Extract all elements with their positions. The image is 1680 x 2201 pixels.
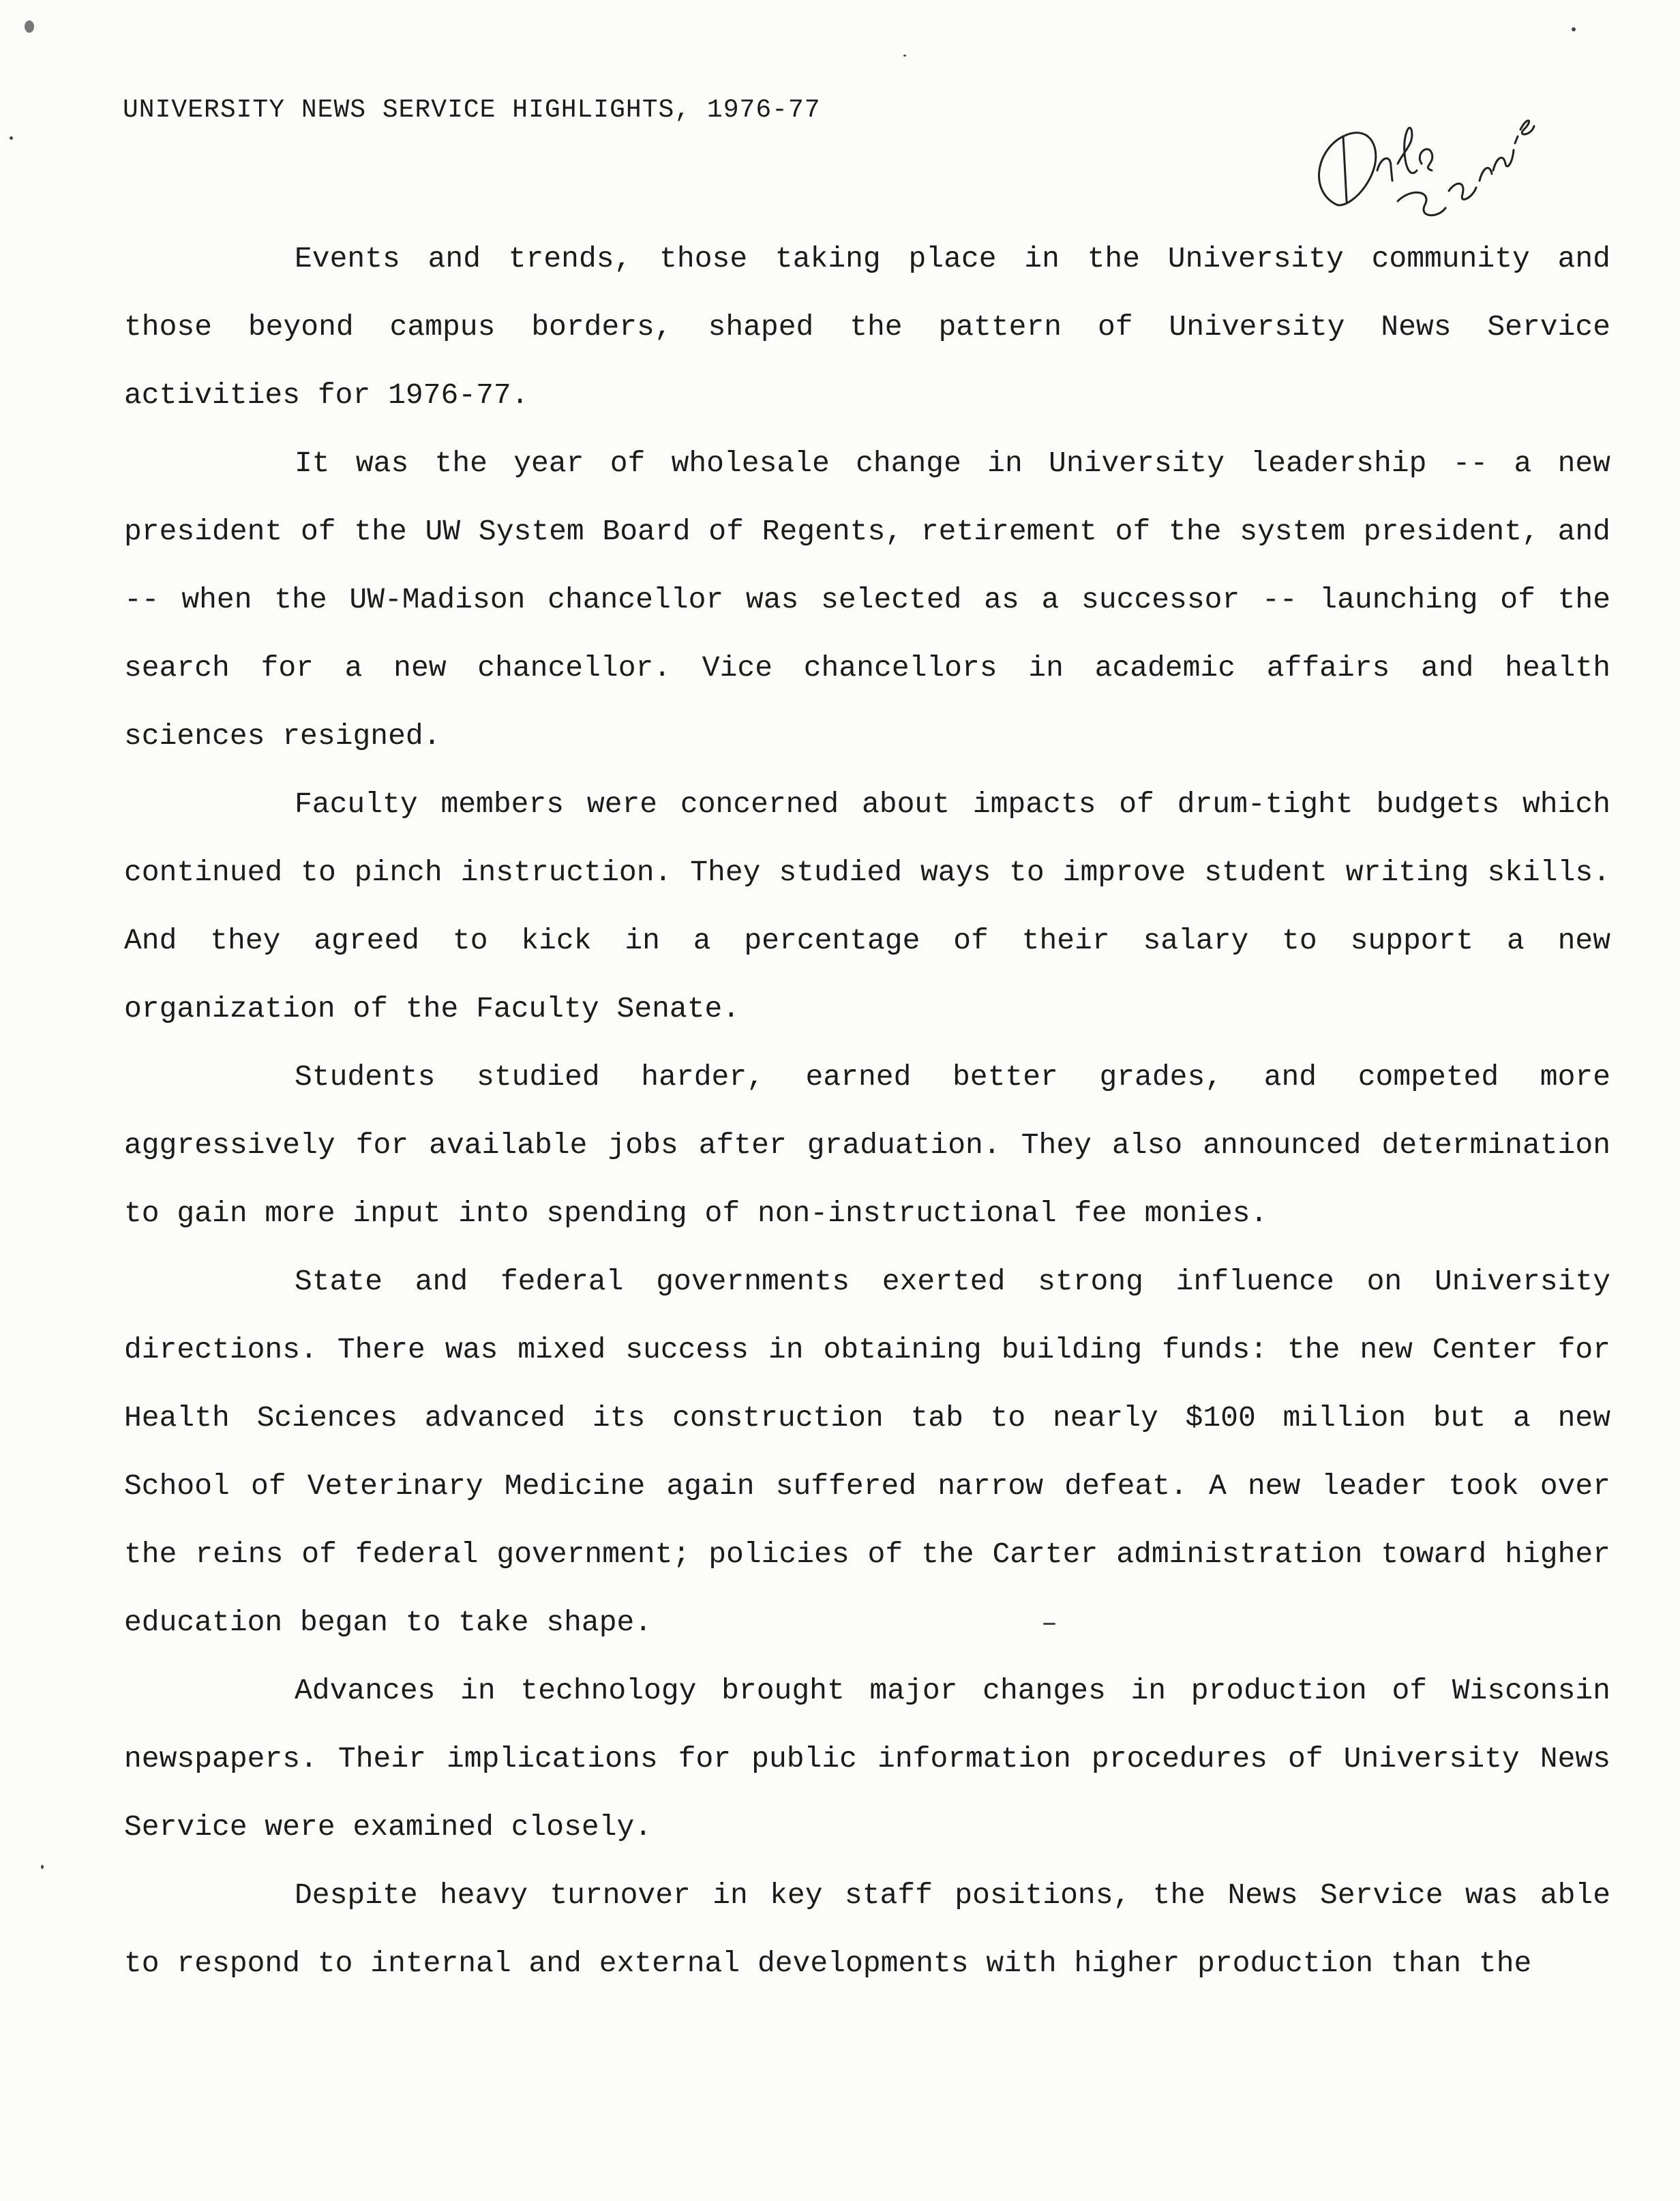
scan-speck	[10, 136, 13, 140]
scan-speck	[903, 55, 906, 57]
scan-speck	[25, 20, 34, 33]
scan-speck	[1043, 1623, 1055, 1625]
scan-speck	[41, 1865, 44, 1869]
document-title: UNIVERSITY NEWS SERVICE HIGHLIGHTS, 1976-77	[123, 95, 821, 125]
paragraph: Advances in technology brought major changes in production of Wisconsin newspapers. Their implications for public information procedures of University News Service were examined closely.	[124, 1674, 1610, 1844]
document-body	[124, 225, 1610, 1998]
paragraph: State and federal governments exerted strong influence on University directions. There was mixed success in obtaining building funds: the new Center for Health Sciences advanced its construction tab to nearly $100 million but a new School of Veterinary Medicine again suffered narrow defeat. A new leader took over the reins of federal government; policies of the Carter administration toward higher education began to take shape.	[124, 1265, 1610, 1639]
paragraph: Faculty members were concerned about impacts of drum-tight budgets which continued to pinch instruction. They studied ways to improve student writing skills. And they agreed to kick in a percentage of their salary to support a new organization of the Faculty Senate.	[124, 788, 1610, 1025]
handwritten-annotation	[1295, 34, 1541, 239]
paragraph: Events and trends, those taking place in the University community and those beyond campus borders, shaped the pattern of University News Service activities for 1976-77.	[124, 242, 1610, 412]
paragraph: Students studied harder, earned better grades, and competed more aggressively for available jobs after graduation. They also announced determination to gain more input into spending of non-instructional fee monies.	[124, 1060, 1610, 1230]
paragraph: It was the year of wholesale change in University leadership -- a new president of the UW System Board of Regents, retirement of the system president, and -- when the UW-Madison chancellor was selected as a successor -- launching of the search for a new chancellor. Vice chancellors in academic affairs and health sciences resigned.	[124, 447, 1610, 753]
paragraph: Despite heavy turnover in key staff positions, the News Service was able to respond to internal and external developments with higher production than the	[124, 1878, 1610, 1980]
scan-speck	[1572, 27, 1576, 31]
